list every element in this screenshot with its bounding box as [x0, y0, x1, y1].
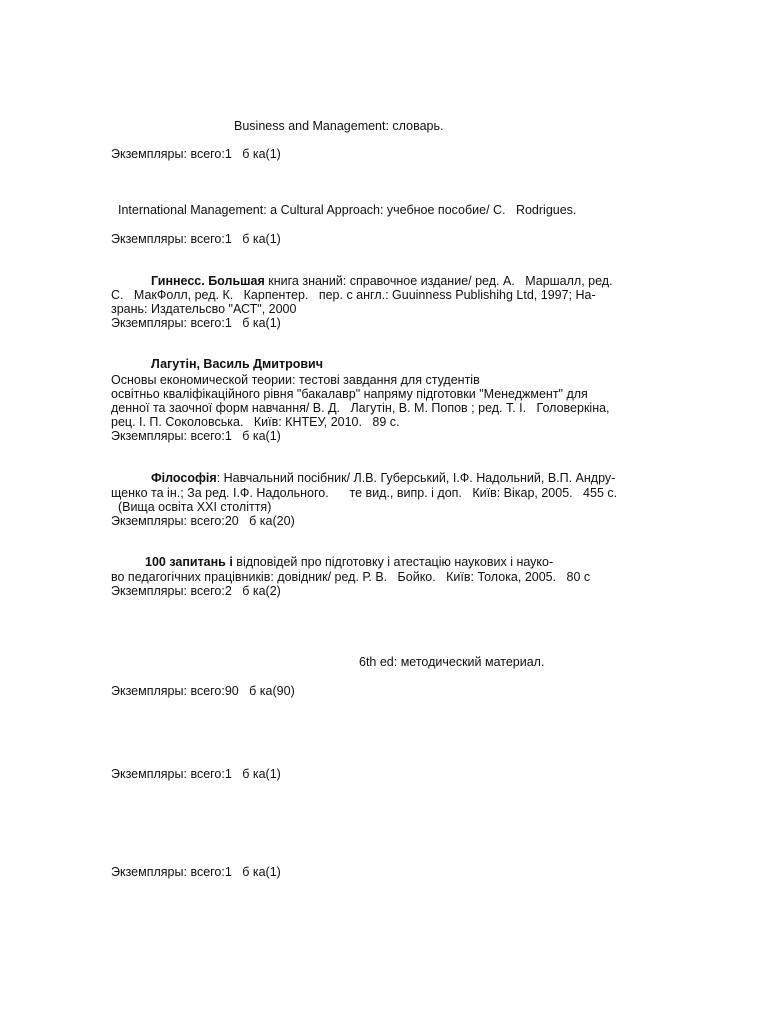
- record-2-holdings: Экземпляры: всего:1 б ка(1): [111, 232, 281, 246]
- record-5-line-2: (Вища освіта ХХІ століття): [111, 500, 272, 514]
- record-4-line-3: денної та заочної форм навчання/ В. Д. Лагутін, В. М. Попов ; ред. Т. І. Головеркіна,: [111, 401, 610, 415]
- record-4-line-1: Основы економической теории: тестові завдання для студентів: [111, 373, 480, 387]
- record-4-line-2: освітньо кваліфікаційного рівня "бакалавр" напряму підготовки "Менеджмент" для: [111, 387, 588, 401]
- record-3-line-2: зрань: Издательсво "АСТ", 2000: [111, 302, 297, 316]
- record-3-heading-bold: Гиннесс. Большая: [151, 274, 265, 288]
- record-6-heading-rest: відповідей про підготовку і атестацію наукових і науко-: [232, 555, 554, 569]
- record-6-line-1: во педагогічних працівників: довідник/ ред. Р. В. Бойко. Київ: Толока, 2005. 80 с: [111, 570, 591, 584]
- record-4-line-4: рец. І. П. Соколовська. Київ: КНТЕУ, 2010. 89 с.: [111, 415, 400, 429]
- record-6-heading-bold: 100 запитань і: [145, 555, 233, 569]
- record-2-title: International Management: a Cultural Approach: учебное пособие/ С. Rodrigues.: [118, 203, 577, 217]
- record-6-heading: [145, 555, 553, 570]
- record-5-holdings: Экземпляры: всего:20 б ка(20): [111, 514, 295, 528]
- record-3-holdings: Экземпляры: всего:1 б ка(1): [111, 316, 281, 330]
- record-6-holdings: Экземпляры: всего:2 б ка(2): [111, 584, 281, 598]
- record-3-heading-rest: книга знаний: справочное издание/ ред. А. Маршалл, ред.: [264, 274, 613, 288]
- record-9-holdings: Экземпляры: всего:1 б ка(1): [111, 865, 281, 879]
- record-5-line-1: щенко та ін.; За ред. І.Ф. Надольного. те вид., випр. і доп. Київ: Вікар, 2005. 455 с.: [111, 486, 618, 500]
- record-5-heading-rest: : Навчальний посібник/ Л.В. Губерський, І.Ф. Надольний, В.П. Андру-: [216, 471, 616, 485]
- record-7-title: 6th ed: методический материал.: [359, 655, 545, 669]
- record-1-title: Business and Management: словарь.: [234, 119, 444, 133]
- record-4-author: Лагутін, Василь Дмитрович: [151, 357, 324, 371]
- record-4-holdings: Экземпляры: всего:1 б ка(1): [111, 429, 281, 443]
- record-7-holdings: Экземпляры: всего:90 б ка(90): [111, 684, 295, 698]
- record-1-holdings: Экземпляры: всего:1 б ка(1): [111, 147, 281, 161]
- record-5-heading: [151, 471, 615, 486]
- record-8-holdings: Экземпляры: всего:1 б ка(1): [111, 767, 281, 781]
- record-3-line-1: С. МакФолл, ред. К. Карпентер. пер. с англ.: Guuinness Publishihg Ltd, 1997; На-: [111, 288, 596, 302]
- record-3-heading: [151, 274, 613, 289]
- record-5-heading-bold: Філософія: [151, 471, 217, 485]
